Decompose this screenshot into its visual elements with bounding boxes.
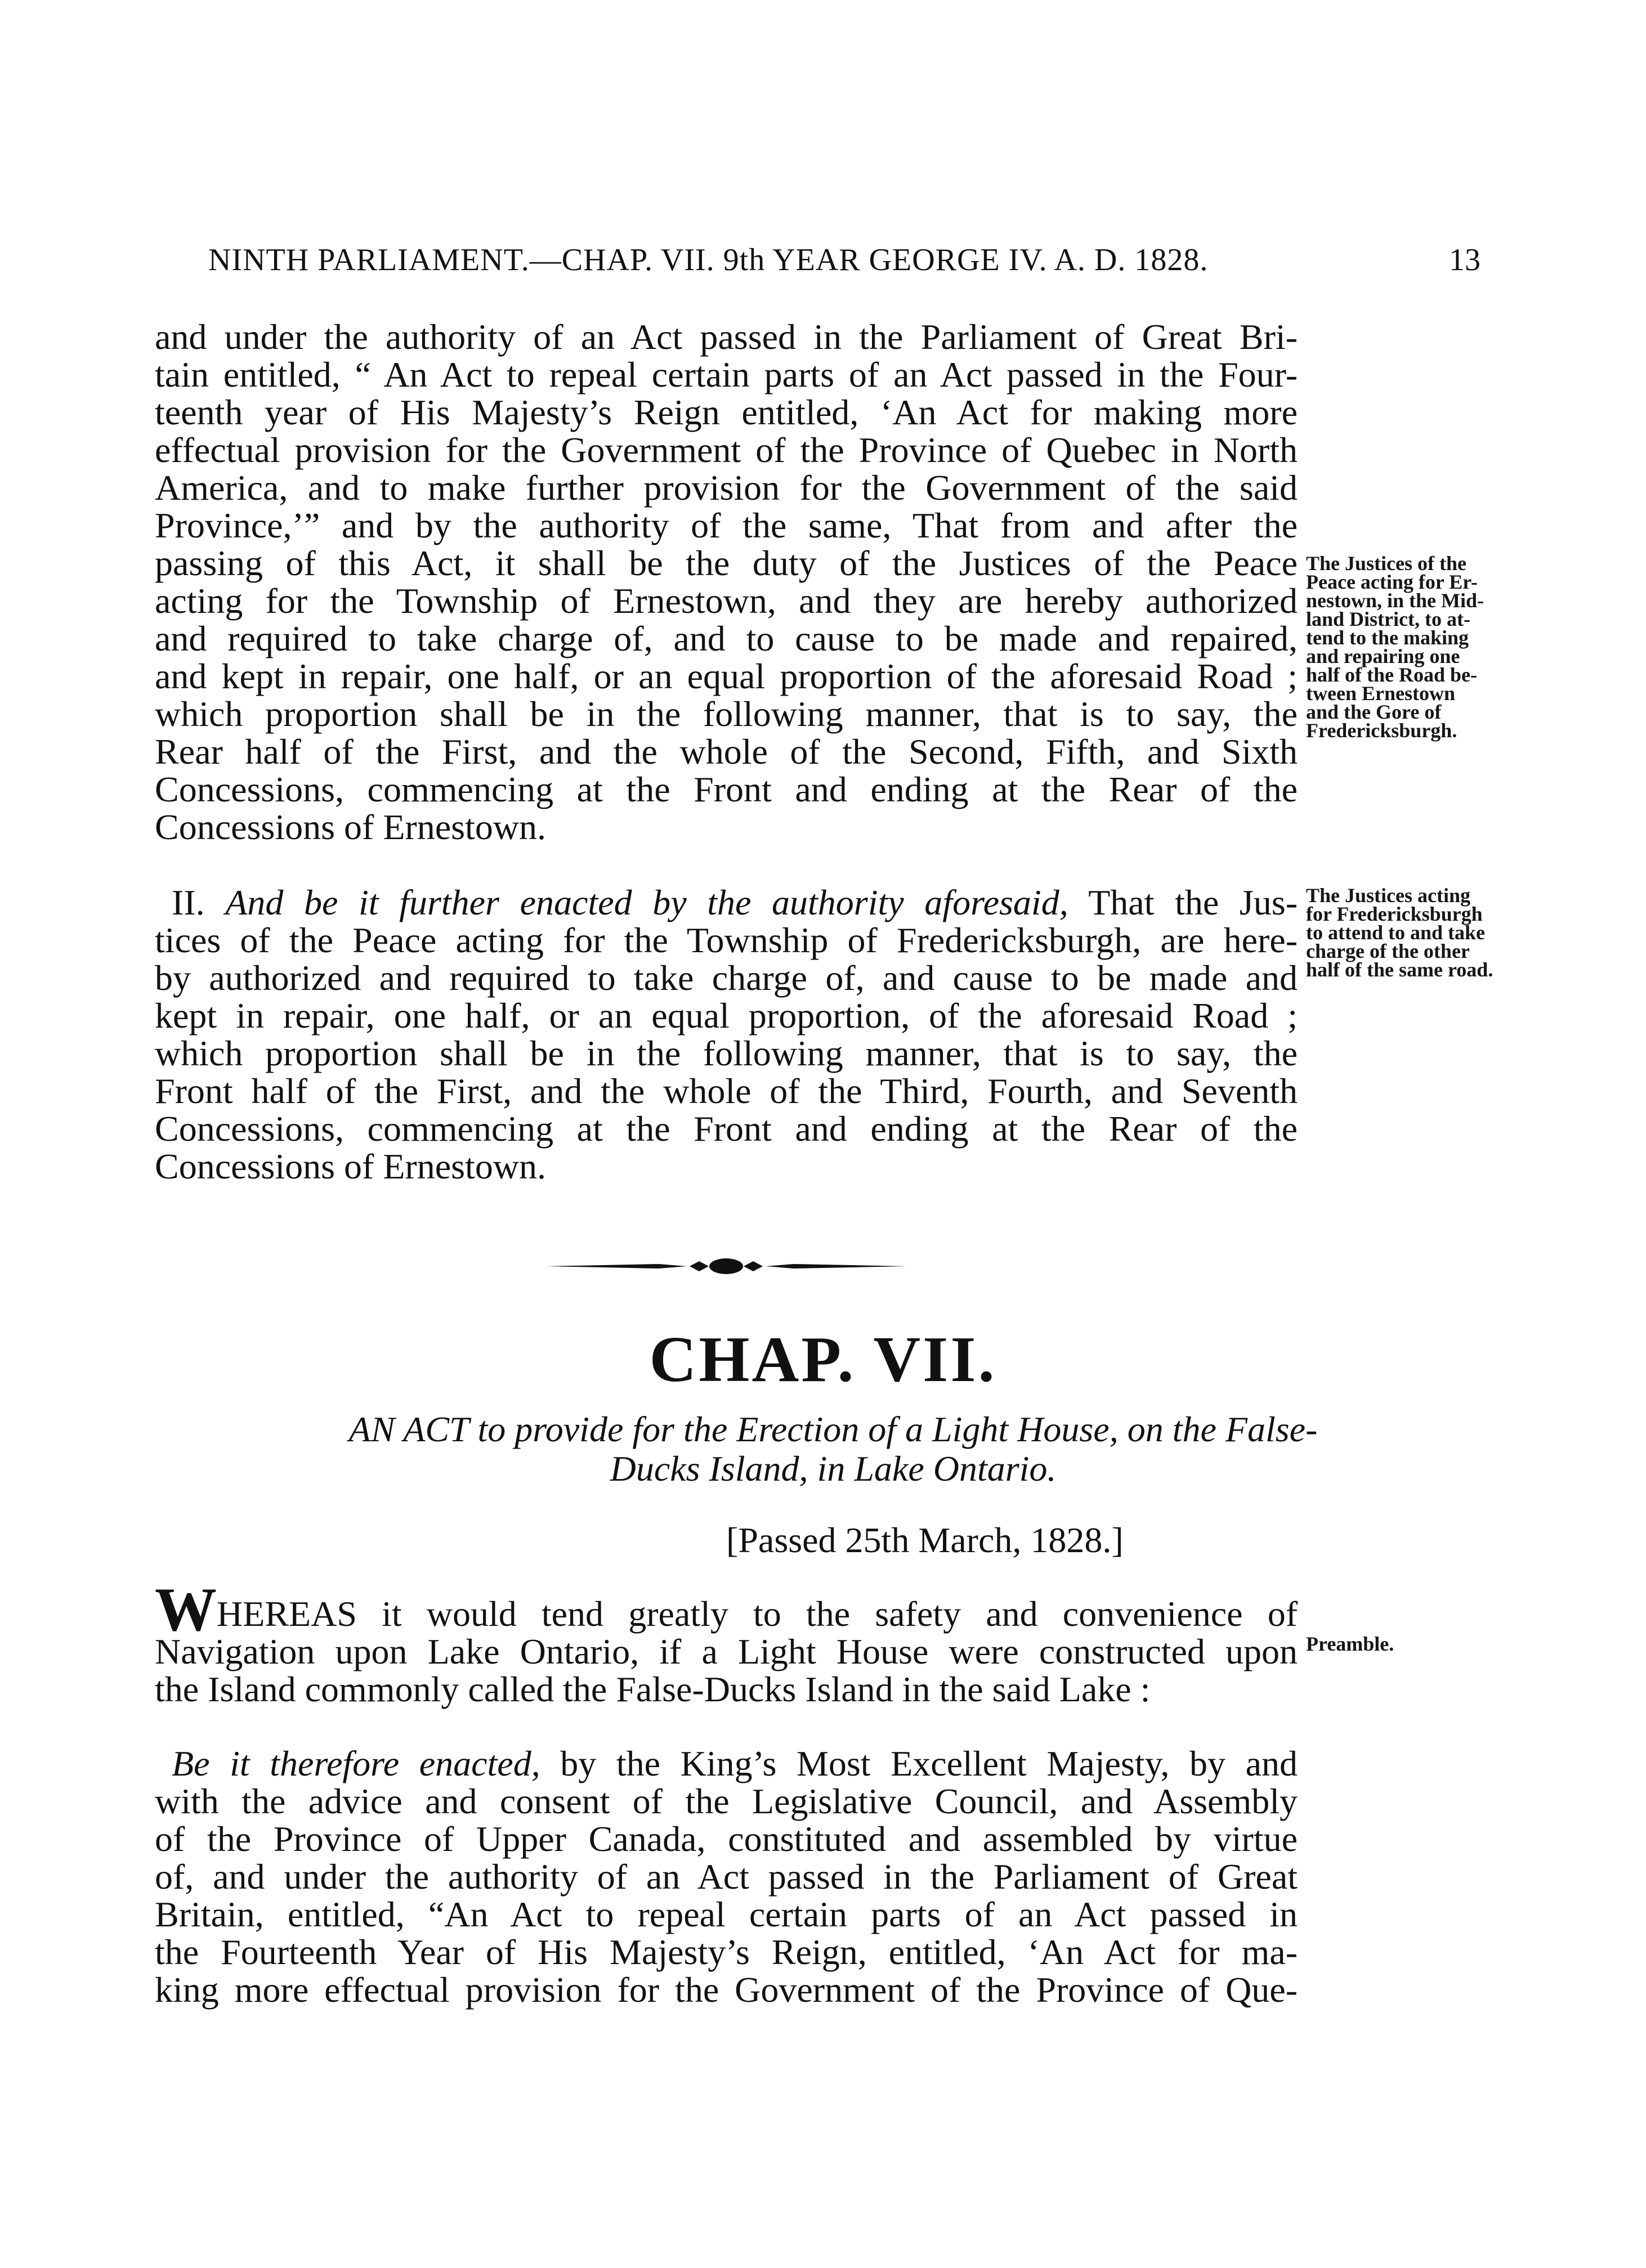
text-line: and under the authority of an Act passed in the Parliament of Great Bri- [155,317,1298,357]
text-line: king more effectual provision for the Government of the Province of Que- [155,1970,1298,2010]
margin-note-line: and repairing one [1306,645,1460,667]
margin-note-line: to attend to and take [1306,921,1486,944]
text-line: Rear half of the First, and the whole of the Second, Fifth, and Sixth [155,732,1298,772]
text-line: the Fourteenth Year of His Majesty’s Reign, entitled, ‘An Act for ma- [155,1932,1298,1972]
margin-note-section-1 [1306,554,1509,740]
text-line: Front half of the First, and the whole of the Third, Fourth, and Seventh [155,1071,1298,1111]
margin-note-line: tend to the making [1306,626,1469,649]
text-line: the Island commonly called the False-Ducks Island in the said Lake : [155,1669,1151,1709]
margin-note-line: half of the Road be- [1306,664,1477,686]
page-number: 13 [1449,243,1480,277]
margin-note-line: Peace acting for Er- [1306,571,1478,593]
text-line: Province,’” and by the authority of the same, That from and after the [155,505,1298,545]
text-line: Concessions, commencing at the Front and ending at the Rear of the [155,1109,1298,1149]
text-line: teenth year of His Majesty’s Reign entitled, ‘An Act for making more [155,392,1298,432]
section-1-text [155,318,1298,846]
text-line: Concessions, commencing at the Front and ending at the Rear of the [155,769,1298,809]
text-line: Britain, entitled, “An Act to repeal certain parts of an Act passed in [155,1894,1298,1934]
text-line: passing of this Act, it shall be the duty of the Justices of the Peace [155,543,1298,583]
running-title: NINTH PARLIAMENT.—CHAP. VII. 9th YEAR GEORGE IV. A. D. 1828. [208,243,1209,277]
text-line: by authorized and required to take charge of, and cause to be made and [155,958,1298,998]
running-header [169,242,1480,293]
text-line: effectual provision for the Government of the Province of Quebec in North [155,430,1298,470]
margin-note-line: half of the same road. [1306,958,1493,981]
drop-cap: W [155,1575,217,1644]
text-line: and kept in repair, one half, or an equal proportion of the aforesaid Road ; [155,656,1298,696]
margin-note-line: nestown, in the Mid- [1306,589,1484,612]
margin-note-line: The Justices of the [1306,552,1466,575]
margin-note-line: Fredericksburgh. [1306,719,1457,742]
text-fragment: HEREAS it would tend greatly to the safety and convenience of [217,1594,1298,1634]
text-fragment: by the King’s Most Excellent Majesty, by and [560,1743,1298,1783]
margin-note-line: Preamble. [1306,1633,1394,1655]
text-line: which proportion shall be in the following manner, that is to say, the [155,694,1298,734]
act-title [186,1410,1480,1489]
text-line: kept in repair, one half, or an equal proportion, of the aforesaid Road ; [155,996,1298,1036]
enacting-clause-text [155,1745,1298,2009]
text-line: Navigation upon Lake Ontario, if a Light House were constructed upon [155,1631,1298,1671]
text-line: Concessions of Ernestown. [155,1146,547,1186]
text-line-first [155,1745,1298,1782]
text-line: and required to take charge of, and to cause to be made and repaired, [155,618,1298,658]
act-title-line: Ducks Island, in Lake Ontario. [610,1449,1057,1489]
text-line-first [155,884,1298,921]
margin-note-line: and the Gore of [1306,701,1442,723]
text-fragment: That the Jus- [1088,882,1298,922]
text-line: Concessions of Ernestown. [155,807,547,847]
margin-note-section-2 [1306,886,1509,979]
margin-note-line: The Justices acting [1306,884,1470,907]
text-line: of, and under the authority of an Act passed in the Parliament of Great [155,1857,1298,1897]
text-line: America, and to make further provision for the Government of the said [155,468,1298,508]
margin-note-preamble [1306,1635,1509,1653]
text-line: with the advice and consent of the Legislative Council, and Assembly [155,1781,1298,1821]
margin-note-line: tween Ernestown [1306,682,1455,705]
text-line: which proportion shall be in the following manner, that is to say, the [155,1033,1298,1073]
section-2-text [155,884,1298,1185]
act-title-line: AN ACT to provide for the Erection of a Light House, on the False- [348,1409,1318,1449]
section-numeral: II. [172,882,205,922]
text-line: of the Province of Upper Canada, constituted and assembled by virtue [155,1819,1298,1859]
text-line: tain entitled, “ An Act to repeal certain parts of an Act passed in the Four- [155,355,1298,395]
enacting-phrase: Be it therefore enacted, [172,1743,540,1783]
margin-note-line: land District, to at- [1306,608,1470,630]
ornamental-divider [546,1255,906,1278]
text-line-first [155,1575,1298,1644]
passed-date: [Passed 25th March, 1828.] [726,1520,1124,1560]
enacting-phrase: And be it further enacted by the authority aforesaid, [225,882,1068,922]
margin-note-line: charge of the other [1306,940,1470,962]
margin-note-line: for Fredericksburgh [1306,903,1483,925]
preamble-text [155,1575,1298,1709]
text-line: tices of the Peace acting for the Township of Fredericksburgh, are here- [155,920,1298,960]
text-line: acting for the Township of Ernestown, and they are hereby authorized [155,581,1298,621]
chapter-title: CHAP. VII. [649,1324,997,1396]
